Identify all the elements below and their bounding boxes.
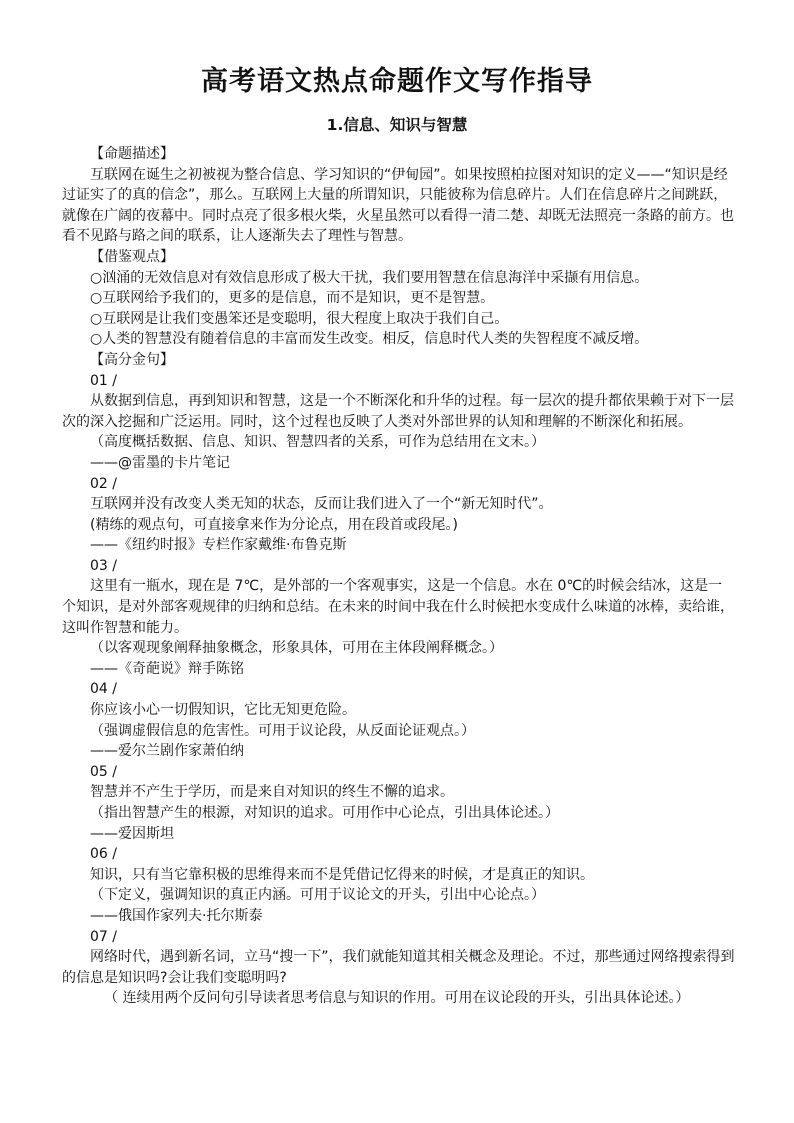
page-title: 高考语文热点命题作文写作指导 [201,66,593,97]
views-heading: 【借鉴观点】 [90,248,174,265]
quote-number: 04 / [90,681,117,698]
quote-source: ——《纽约时报》专栏作家戴维·布鲁克斯 [90,537,347,554]
quote-note: （高度概括数据、信息、知识、智慧四者的关系，可作为总结用在文末。） [90,434,545,451]
quote-note: （下定义，强调知识的真正内涵。可用于议论文的开头，引出中心论点。） [90,887,545,904]
quote-text: 从数据到信息，再到知识和智慧，这是一个不断深化和升华的过程。每一层次的提升都依果赖于对下一层次的深入挖掘和广泛运用。同时，这个过程也反映了人类对外部世界的认知和理解的不断深化和拓展。 [62,393,734,430]
document-body [62,144,736,1009]
quote-number: 03 / [90,557,117,574]
description-heading: 【命题描述】 [90,146,174,162]
quote-text: 你应该小心一切假知识，它比无知更危险。 [90,702,356,719]
quote-note: (精练的观点句，可直接拿来作为分论点，用在段首或段尾。) [90,516,458,533]
quote-text: 这里有一瓶水，现在是 7℃，是外部的一个客观事实，这是一个信息。水在 0℃的时候会结冰，这是一个知识，是对外部客观规律的归纳和总结。在未来的时间中我在什么时候把水变成什么味道的冰棒，卖给谁，这叫作智慧和能力。 [62,578,734,636]
quote-source: ——@雷墨的卡片笔记 [90,454,230,471]
quote-note: （ 连续用两个反问句引导读者思考信息与知识的作用。可用在议论段的开头，引出具体论述。） [104,990,690,1007]
section-subtitle: 1.信息、知识与智慧 [326,116,468,134]
quote-number: 01 / [90,372,117,389]
view-item: ○互联网给予我们的，更多的是信息，而不是知识，更不是智慧。 [90,290,495,307]
quotes-heading: 【高分金句】 [90,351,174,368]
quote-number: 05 / [90,763,117,780]
quote-number: 06 / [90,846,117,863]
quote-note: （以客观现象阐释抽象概念，形象具体，可用在主体段阐释概念。） [90,640,503,657]
view-item: ○互联网是让我们变愚笨还是变聪明，很大程度上取决于我们自己。 [90,310,509,327]
quote-text: 互联网并没有改变人类无知的状态，反而让我们进入了一个“新无知时代”。 [90,496,553,513]
quote-number: 02 / [90,475,117,492]
quote-source: ——俄国作家列夫·托尔斯泰 [90,907,263,924]
quote-source: ——爱尔兰剧作家萧伯纳 [90,743,244,760]
quote-text: 智慧并不产生于学历，而是来自对知识的终生不懈的追求。 [90,784,454,801]
view-item: ○汹涌的无效信息对有效信息形成了极大干扰，我们要用智慧在信息海洋中采撷有用信息。 [90,269,649,286]
quote-text: 网络时代，遇到新名词，立马“搜一下”，我们就能知道其相关概念及理论。不过，那些通过网络搜索得到的信息是知识吗?会让我们变聪明吗? [62,949,735,986]
quote-text: 知识，只有当它靠积极的思维得来而不是凭借记忆得来的时候，才是真正的知识。 [90,866,594,883]
description-paragraph: 互联网在诞生之初被视为整合信息、学习知识的“伊甸园”。如果按照柏拉图对知识的定义——“知识是经过证实了的真的信念”，那么。互联网上大量的所谓知识，只能彼称为信息碎片。人们在信息碎片之间跳跃，就像在广阔的夜幕中。同时点亮了很多根火柴，火星虽然可以看得一清二楚、却既无法照亮一条路的前方。也看不见路与路之间的联系，让人逐渐失去了理性与智慧。 [62,166,734,245]
view-item: ○人类的智慧没有随着信息的丰富而发生改变。相反，信息时代人类的失智程度不减反增。 [90,331,649,348]
quote-note: （强调虚假信息的危害性。可用于议论段，从反面论证观点。） [90,722,475,739]
quote-source: ——爱因斯坦 [90,825,174,842]
quote-source: ——《奇葩说》辩手陈铭 [90,660,244,677]
quote-number: 07 / [90,928,117,945]
quote-note: （指出智慧产生的根源，对知识的追求。可用作中心论点，引出具体论述。） [90,805,559,821]
